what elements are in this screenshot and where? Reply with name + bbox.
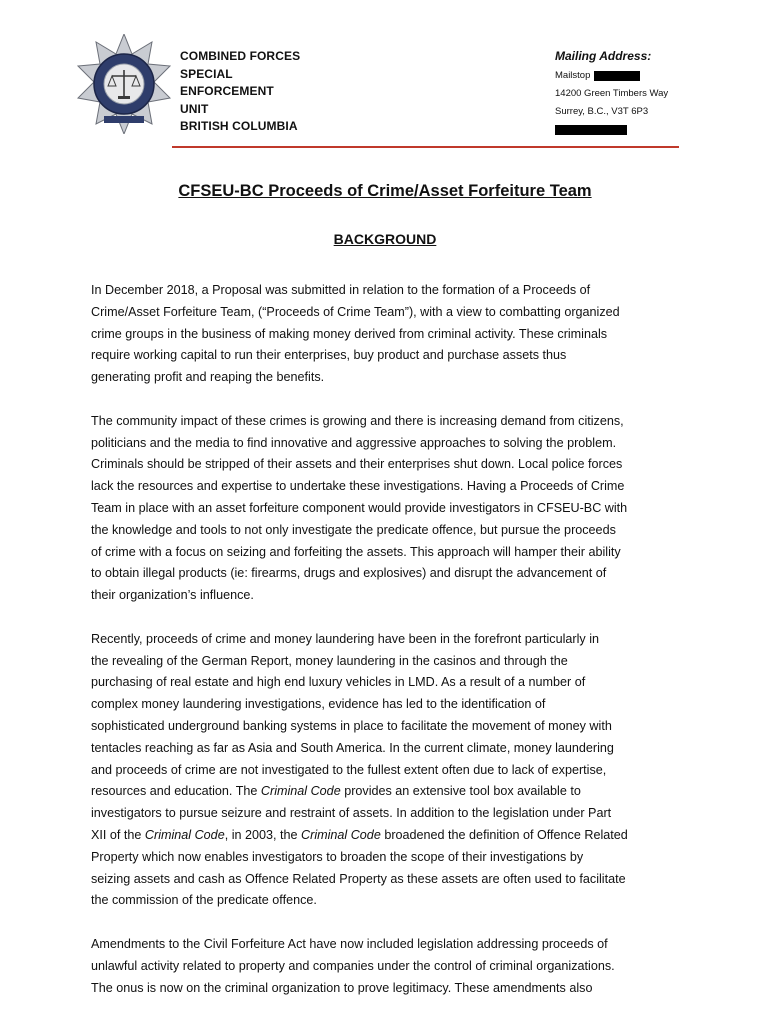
italic-citation: Criminal Code xyxy=(144,827,225,842)
header-divider xyxy=(172,146,679,148)
mailstop-label: Mailstop xyxy=(555,70,591,81)
redaction-box xyxy=(555,125,627,135)
organization-name xyxy=(180,48,300,136)
text-line: the knowledge and tools to not only investigate the predicate offence, but pursue the proceeds xyxy=(91,522,616,537)
text-line: and proceeds of crime are not investigated to the fullest extent often due to lack of expertise, xyxy=(91,762,607,777)
text-line: The community impact of these crimes is growing and there is increasing demand from citizens, xyxy=(91,413,624,428)
italic-citation: Criminal Code xyxy=(260,784,341,799)
text-line: generating profit and reaping the benefits. xyxy=(91,370,325,385)
text-line: require working capital to run their enterprises, buy product and purchase assets thus xyxy=(91,348,567,363)
text-line: politicians and the media to find innovative and aggressive approaches to solving the problem. xyxy=(91,435,617,450)
document-body xyxy=(91,280,691,1021)
text-line: The onus is now on the criminal organization to prove legitimacy. These amendments also xyxy=(91,980,593,995)
cfseu-badge-logo xyxy=(74,34,174,134)
mailing-address xyxy=(555,48,668,135)
text-line: to obtain illegal products (ie: firearms, drugs and explosives) and disrupt the advancement of xyxy=(91,566,607,581)
text-line: sophisticated underground banking systems in place to facilitate the movement of money with xyxy=(91,718,612,733)
text-line: lack the resources and expertise to undertake these investigations. Having a Proceeds of Crime xyxy=(91,479,625,494)
text-line: Crime/Asset Forfeiture Team, (“Proceeds of Crime Team”), with a view to combatting organized xyxy=(91,304,620,319)
text-line: XII of the Criminal Code, in 2003, the Criminal Code broadened the definition of Offence Related xyxy=(91,827,628,842)
text-line: Recently, proceeds of crime and money laundering have been in the forefront particularly in xyxy=(91,631,599,646)
mailstop-row xyxy=(555,67,668,85)
text-line: Property which now enables investigators to broaden the scope of their investigations by xyxy=(91,849,584,864)
text-line: purchasing of real estate and high end luxury vehicles in LMD. As a result of a number of xyxy=(91,675,586,690)
text-line: the revealing of the German Report, money laundering in the casinos and through the xyxy=(91,653,568,668)
org-line: SPECIAL xyxy=(180,66,233,81)
text-line: seizing assets and cash as Offence Related Property as these assets are often used to facilitate xyxy=(91,871,626,886)
mailing-address-title: Mailing Address: xyxy=(555,49,652,63)
text-line: resources and education. The Criminal Code provides an extensive tool box available to xyxy=(91,784,581,799)
italic-citation: Criminal Code xyxy=(301,827,381,842)
redaction-box xyxy=(594,71,640,81)
street-line: 14200 Green Timbers Way xyxy=(555,88,669,99)
text-line: investigators to pursue seizure and restraint of assets. In addition to the legislation under Part xyxy=(91,806,612,821)
text-line: unlawful activity related to property and companies under the control of criminal organizations. xyxy=(91,958,615,973)
text-line: Criminals should be stripped of their assets and their enterprises shut down. Local police forces xyxy=(91,457,623,472)
org-line: COMBINED FORCES xyxy=(180,49,301,63)
org-line: ENFORCEMENT xyxy=(180,84,274,99)
paragraph xyxy=(91,629,691,912)
letterhead xyxy=(0,0,770,150)
paragraph xyxy=(91,411,691,607)
text-line: Team in place with an asset forfeiture component would provide investigators in CFSEU-BC with xyxy=(91,500,628,515)
text-line: tentacles reaching as far as Asia and South America. In the current climate, money laundering xyxy=(91,740,614,755)
text-line: complex money laundering investigations, evidence has led to the identification of xyxy=(91,697,546,712)
paragraph xyxy=(91,934,691,999)
org-line: BRITISH COLUMBIA xyxy=(180,119,298,134)
text-line: of crime with a focus on seizing and forfeiting the assets. This approach will hamper their ability xyxy=(91,544,621,559)
redacted-line xyxy=(555,121,668,135)
text-line: the commission of the predicate offence. xyxy=(91,893,317,908)
paragraph xyxy=(91,280,691,389)
document-title: CFSEU-BC Proceeds of Crime/Asset Forfeiture Team xyxy=(178,182,592,200)
text-line: Amendments to the Civil Forfeiture Act have now included legislation addressing proceeds of xyxy=(91,936,608,951)
city-line: Surrey, B.C., V3T 6P3 xyxy=(555,106,649,117)
text-line: In December 2018, a Proposal was submitted in relation to the formation of a Proceeds of xyxy=(91,283,591,297)
text-line: crime groups in the business of making money derived from criminal activity. These criminals xyxy=(91,326,608,341)
text-line: their organization’s influence. xyxy=(91,588,254,603)
section-heading: BACKGROUND xyxy=(333,231,437,247)
org-line: UNIT xyxy=(180,101,209,116)
